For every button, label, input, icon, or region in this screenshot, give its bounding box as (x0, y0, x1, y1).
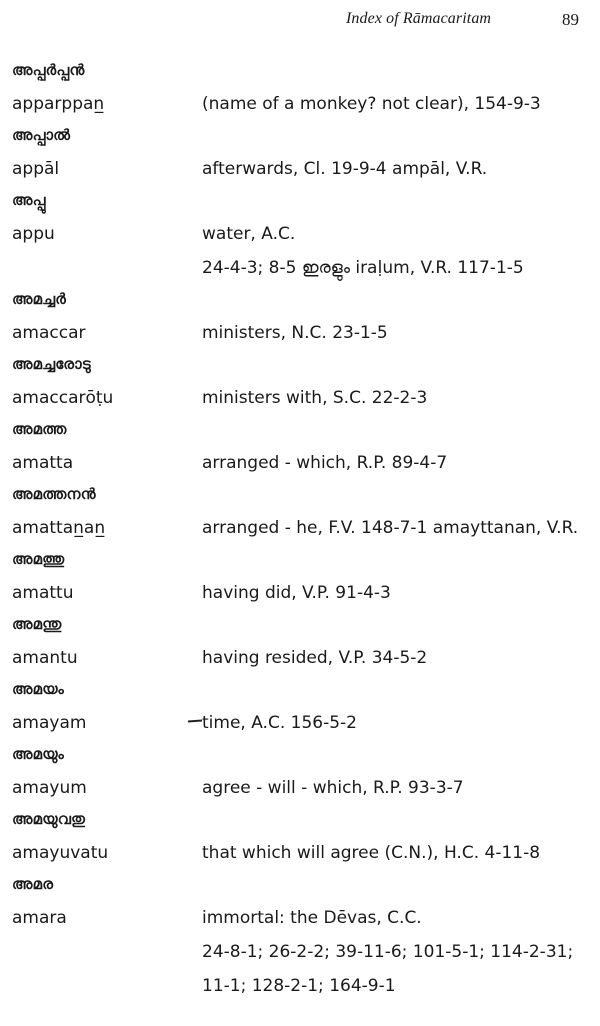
entry-row (12, 639, 592, 677)
transliteration: amattu (12, 583, 74, 603)
gloss-continuation (12, 971, 592, 1005)
entry-row (12, 85, 592, 123)
index-entry (12, 742, 592, 807)
transliteration: amayum (12, 778, 87, 798)
malayalam-headword: അമയും (12, 745, 65, 763)
transliteration: amattan̲an̲ (12, 518, 106, 538)
stray-dash-mark (188, 720, 202, 723)
transliteration: apparppan̲ (12, 94, 105, 114)
index-entry (12, 677, 592, 742)
entry-row (12, 704, 592, 742)
gloss: agree - will - which, R.P. 93-3-7 (202, 778, 464, 798)
entry-row (12, 574, 592, 612)
index-entry (12, 547, 592, 612)
malayalam-headword: അമച്ചരോടു (12, 355, 91, 373)
gloss: (name of a monkey? not clear), 154-9-3 (202, 94, 541, 114)
transliteration: appāl (12, 159, 60, 179)
malayalam-headword: അപ്പർപ്പൻ (12, 61, 85, 79)
running-title: Index of Rāmacaritam (346, 10, 492, 27)
index-entry (12, 612, 592, 677)
page-number: 89 (562, 10, 579, 29)
index-entry (12, 58, 592, 123)
malayalam-headword: അമയുവതു (12, 810, 86, 828)
index-entry (12, 287, 592, 352)
transliteration: amayam (12, 713, 87, 733)
entry-row (12, 150, 592, 188)
gloss-continuation-text: 24-4-3; 8-5 ഇരളും iraḷum, V.R. 117-1-5 (202, 258, 524, 278)
entry-row (12, 215, 592, 253)
index-entry (12, 188, 592, 287)
gloss: arranged - he, F.V. 148-7-1 amayttanan, V.R. (202, 518, 579, 538)
transliteration: amayuvatu (12, 843, 109, 863)
index-entry (12, 807, 592, 872)
malayalam-headword: അപ്പു (12, 191, 46, 209)
gloss: water, A.C. (202, 224, 296, 244)
entry-row (12, 899, 592, 937)
transliteration: amaccar (12, 323, 86, 343)
gloss: having resided, V.P. 34-5-2 (202, 648, 428, 668)
index-entry (12, 482, 592, 547)
gloss: time, A.C. 156-5-2 (202, 713, 357, 733)
index-entry (12, 417, 592, 482)
entry-row (12, 379, 592, 417)
gloss-continuation-text: 24-8-1; 26-2-2; 39-11-6; 101-5-1; 114-2-31; (202, 942, 574, 962)
entry-row (12, 444, 592, 482)
transliteration: amantu (12, 648, 78, 668)
entry-row (12, 769, 592, 807)
malayalam-headword: അമച്ചർ (12, 290, 66, 308)
gloss: arranged - which, R.P. 89-4-7 (202, 453, 448, 473)
gloss: afterwards, Cl. 19-9-4 ampāl, V.R. (202, 159, 488, 179)
index-entry (12, 872, 592, 1005)
index-entry (12, 123, 592, 188)
malayalam-headword: അമത്തനൻ (12, 485, 96, 503)
malayalam-headword: അമയം (12, 680, 65, 698)
entry-row (12, 834, 592, 872)
gloss: that which will agree (C.N.), H.C. 4-11-8 (202, 843, 541, 863)
entry-row (12, 314, 592, 352)
gloss-continuation (12, 253, 592, 287)
running-head (0, 10, 600, 36)
gloss-continuation-text: 11-1; 128-2-1; 164-9-1 (202, 976, 396, 996)
gloss: immortal: the Dēvas, C.C. (202, 908, 422, 928)
index-entries (12, 58, 592, 1005)
transliteration: amara (12, 908, 67, 928)
malayalam-headword: അമത്ത (12, 420, 67, 438)
gloss: ministers, N.C. 23-1-5 (202, 323, 388, 343)
malayalam-headword: അമന്തു (12, 615, 62, 633)
malayalam-headword: അമത്തു (12, 550, 65, 568)
malayalam-headword: അമര (12, 875, 54, 893)
transliteration: appu (12, 224, 55, 244)
transliteration: amaccarōṭu (12, 388, 114, 408)
gloss-continuation (12, 937, 592, 971)
transliteration: amatta (12, 453, 74, 473)
gloss: having did, V.P. 91-4-3 (202, 583, 391, 603)
gloss: ministers with, S.C. 22-2-3 (202, 388, 428, 408)
malayalam-headword: അപ്പാൽ (12, 126, 71, 144)
entry-row (12, 509, 592, 547)
index-entry (12, 352, 592, 417)
